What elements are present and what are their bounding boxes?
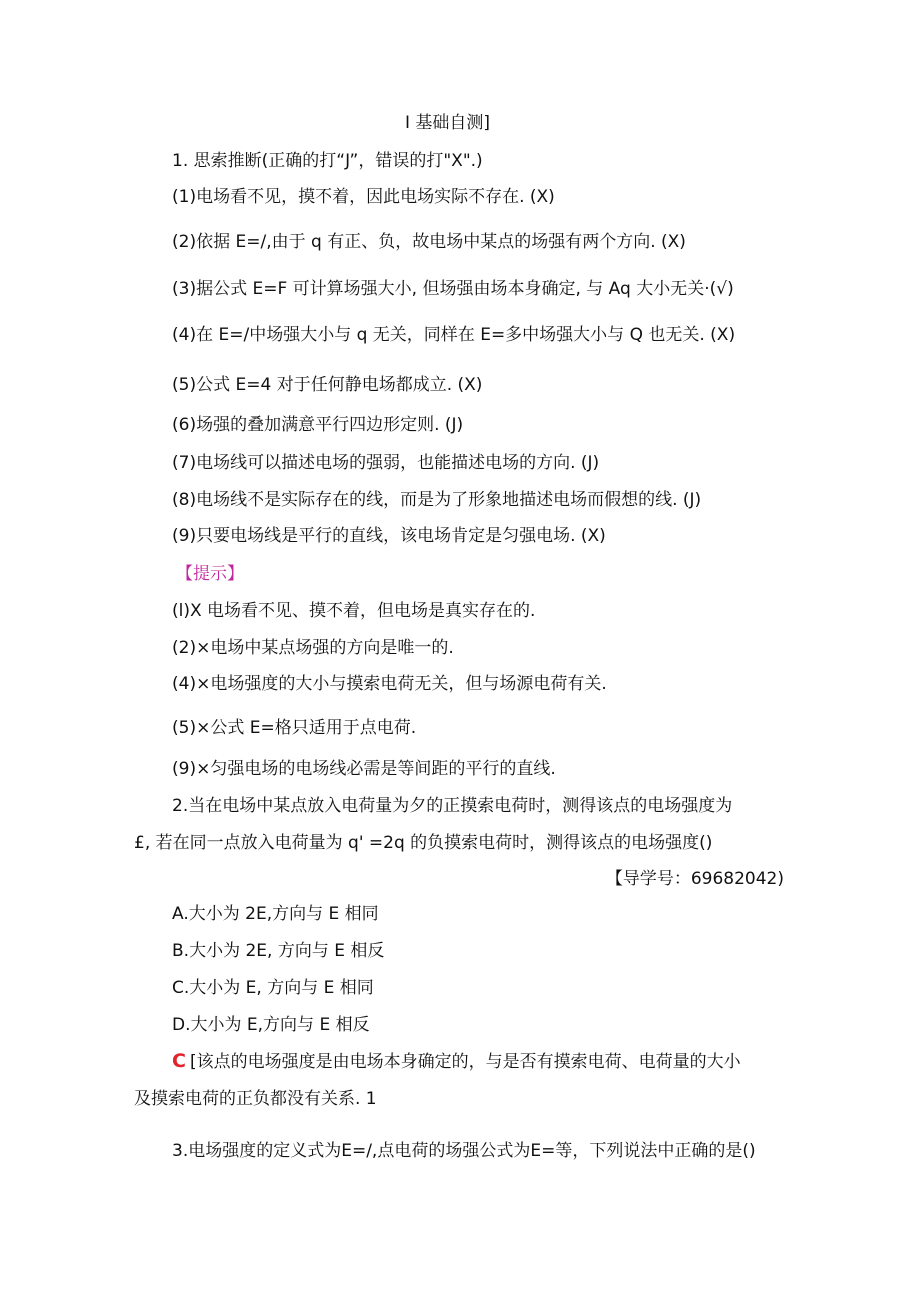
hint-item: (4)×电场强度的大小与摸索电荷无关，但与场源电荷有关. — [172, 674, 607, 694]
hint-item: (l)X 电场看不见、摸不着，但电场是真实存在的. — [172, 601, 536, 621]
hint-item: (5)×公式 E=格只适用于点电荷. — [172, 718, 417, 738]
q1-item: (6)场强的叠加满意平行四边形定则. (J) — [172, 415, 464, 435]
q1-item: (9)只要电场线是平行的直线，该电场肯定是匀强电场. (X) — [172, 526, 606, 546]
q1-item: (5)公式 E=4 对于任何静电场都成立. (X) — [172, 375, 483, 395]
hint-label: 【提示】 — [176, 564, 244, 584]
q2-reference-number: 【导学号：69682042) — [605, 869, 784, 889]
q1-item: (8)电场线不是实际存在的线，而是为了形象地描述电场而假想的线. (J) — [172, 490, 702, 510]
q1-item: (1)电场看不见，摸不着，因此电场实际不存在. (X) — [172, 187, 555, 207]
section-title: I 基础自测] — [405, 113, 491, 133]
q2-stem-line2: £, 若在同一点放入电荷量为 q' =2q 的负摸索电荷时，测得该点的电场强度() — [134, 833, 713, 853]
q2-option-c: C.大小为 E, 方向与 E 相同 — [172, 978, 374, 998]
hint-item: (2)×电场中某点场强的方向是唯一的. — [172, 638, 454, 658]
q2-option-d: D.大小为 E,方向与 E 相反 — [172, 1015, 370, 1035]
q1-stem: 1. 思索推断(正确的打“J”，错误的打"X".) — [172, 151, 483, 171]
q2-option-a: A.大小为 2E,方向与 E 相同 — [172, 904, 379, 924]
q2-answer — [172, 1050, 741, 1073]
q2-option-b: B.大小为 2E, 方向与 E 相反 — [172, 941, 385, 961]
q2-stem-line1: 2.当在电场中某点放入电荷量为夕的正摸索电荷时，测得该点的电场强度为 — [172, 796, 733, 816]
q3-stem: 3.电场强度的定义式为E=/,点电荷的场强公式为E=等，下列说法中正确的是() — [172, 1141, 756, 1161]
q1-item: (4)在 E=/中场强大小与 q 无关，同样在 E=多中场强大小与 Q 也无关. (X) — [172, 325, 736, 345]
q1-item: (2)依据 E=/,由于 q 有正、负，故电场中某点的场强有两个方向. (X) — [172, 232, 686, 252]
q1-item: (3)据公式 E=F 可计算场强大小, 但场强由场本身确定, 与 Aq 大小无关·(√) — [172, 279, 734, 299]
q2-answer-line2: 及摸索电荷的正负都没有关系. 1 — [134, 1089, 377, 1109]
q1-item: (7)电场线可以描述电场的强弱，也能描述电场的方向. (J) — [172, 453, 600, 473]
hint-item: (9)×匀强电场的电场线必需是等间距的平行的直线. — [172, 759, 556, 779]
answer-explanation: [该点的电场强度是由电场本身确定的，与是否有摸索电荷、电荷量的大小 — [189, 1052, 741, 1072]
answer-letter: C — [172, 1050, 186, 1072]
